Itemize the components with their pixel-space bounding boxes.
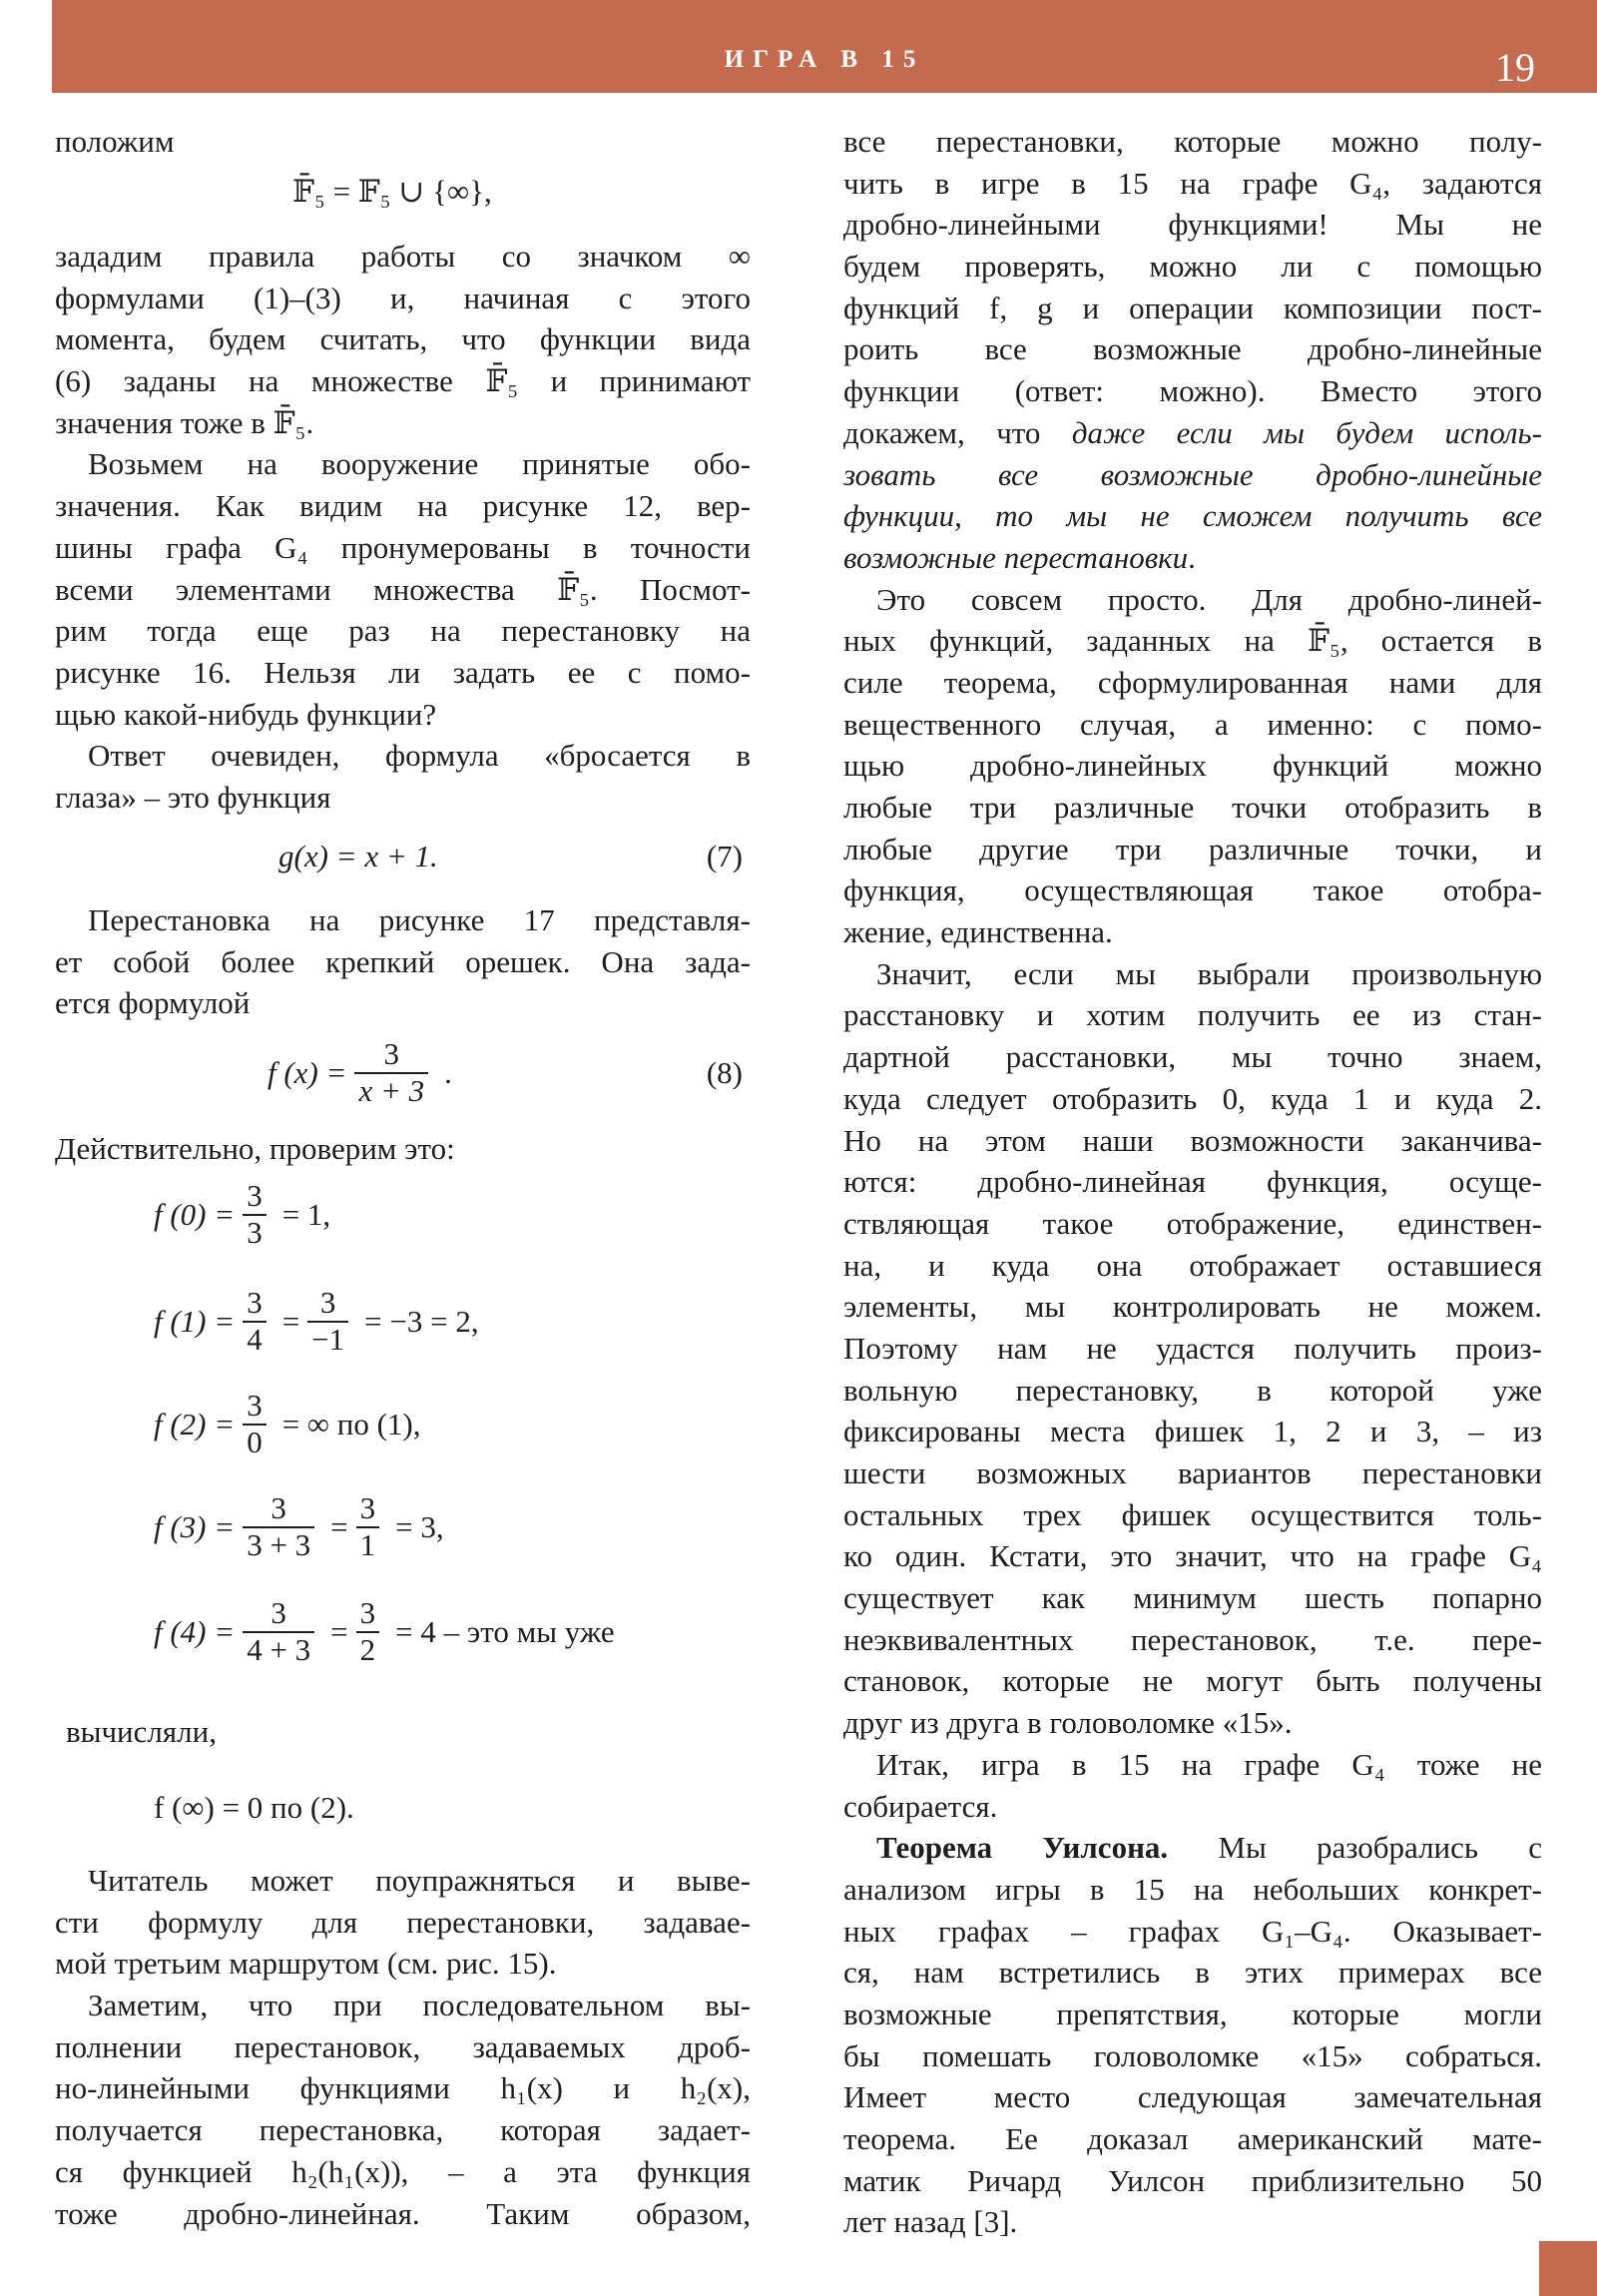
text-segment: Заметим, что при последовательном вы-: [88, 1988, 751, 2023]
text-segment: Возьмем на вооружение принятые обо-: [88, 446, 751, 482]
formula-lhs: f (3) =: [154, 1509, 236, 1544]
text-segment: любые три различные точки отобразить в: [843, 790, 1542, 825]
text-segment: Это совсем просто. Для дробно-линей-: [876, 581, 1542, 617]
text-segment: фиксированы места фишек 1, 2 и 3, – из: [843, 1414, 1542, 1449]
denominator: 4: [243, 1321, 266, 1358]
formula-rest: = 1,: [281, 1197, 331, 1232]
text-line: [55, 610, 751, 652]
denominator: 3: [243, 1214, 266, 1251]
text-line: [55, 652, 751, 694]
text-line: [843, 911, 1542, 953]
denominator: x + 3: [354, 1072, 428, 1109]
formula-f3: [154, 1487, 452, 1567]
numerator: 3: [319, 1285, 336, 1321]
text-segment: Значит, если мы выбрали произвольную: [876, 955, 1542, 991]
text-segment: получается перестановка, которая задает-: [55, 2112, 751, 2148]
text-segment: возможные перестановки: [843, 539, 1189, 575]
formula-f-infinity: [154, 1768, 362, 1848]
text-segment: шины графа G₄ пронумерованы в точности: [55, 529, 751, 565]
text-line: [55, 1860, 751, 1902]
text-line: [843, 1036, 1542, 1078]
text-line: [55, 236, 751, 278]
text-segment: значения. Как видим на рисунке 12, вер-: [55, 488, 751, 524]
equation-number: (8): [706, 1055, 743, 1090]
text-line: [843, 620, 1542, 662]
text-segment: значения тоже в 𝔽̄₅.: [55, 404, 314, 440]
text-line: [843, 1120, 1542, 1162]
text-line: [843, 454, 1542, 496]
text-segment: ных графах – графах G₁–G₄. Оказывает-: [843, 1913, 1542, 1949]
text-line: [843, 2076, 1542, 2118]
text-line: [843, 1869, 1542, 1911]
formula-text: g(x) = x + 1.: [278, 839, 438, 873]
text-line: [843, 1328, 1542, 1370]
text-line: [843, 869, 1542, 911]
text-segment: возможные препятствия, которые могли: [843, 1996, 1542, 2031]
numerator: 3: [247, 1388, 263, 1424]
denominator: 0: [243, 1424, 266, 1460]
formula-lhs: f (2) =: [154, 1407, 236, 1441]
numerator: 3: [359, 1490, 376, 1526]
text-segment: всеми элементами множества 𝔽̄₅. Посмот-: [55, 571, 751, 607]
text-segment: докажем, что: [843, 414, 1072, 450]
numerator: 3: [247, 1178, 263, 1214]
text-segment: лет назад [3].: [843, 2204, 1018, 2240]
text-segment: ся функцией h₂(h₁(x)), – а эта функция: [55, 2153, 751, 2189]
text-line: [843, 745, 1542, 787]
text-segment: момента, будем считать, что функции вида: [55, 321, 751, 357]
text-segment: ет собой более крепкий орешек. Она зада-: [55, 943, 751, 979]
text-line: [55, 2151, 751, 2193]
fraction: [243, 1596, 322, 1667]
numerator: 3: [270, 1595, 286, 1631]
text-line: [843, 579, 1542, 621]
text-line: [55, 402, 751, 444]
text-line: [843, 1245, 1542, 1287]
text-line: [55, 735, 751, 777]
text-segment: на, и куда она отображает оставшиеся: [843, 1247, 1542, 1283]
text-segment: но-линейными функциями h₁(x) и h₂(x),: [55, 2070, 751, 2106]
text-line: [55, 2067, 751, 2109]
text-line: [55, 1128, 751, 1170]
text-line: [843, 246, 1542, 287]
text-segment: вещественного случая, а именно: с помо-: [843, 706, 1542, 742]
text-line: [843, 412, 1542, 454]
fraction: [243, 1179, 274, 1250]
text-line: [55, 2026, 751, 2068]
text-segment: ся, нам встретились в этих примерах все: [843, 1955, 1542, 1991]
formula-f4: [154, 1592, 623, 1672]
formula-rest: = ∞ по (1),: [281, 1407, 421, 1441]
text-segment: Мы разобрались с: [1168, 1830, 1542, 1866]
text-segment: ко один. Кстати, это значит, что на графе G₄: [843, 1538, 1542, 1574]
numerator: 3: [383, 1036, 400, 1072]
formula-text: 𝔽̄₅ = 𝔽₅ ∪ {∞},: [292, 174, 492, 209]
text-segment: .: [1188, 539, 1196, 575]
text-segment: даже если мы будем исполь-: [1071, 414, 1542, 450]
formula-text: f (∞) = 0 по (2).: [154, 1790, 354, 1825]
text-line: [55, 318, 751, 360]
formula-rest: = 4 – это мы уже: [395, 1614, 615, 1649]
text-segment: ется формулой: [55, 985, 251, 1021]
text-segment: дартной расстановки, мы точно знаем,: [843, 1039, 1542, 1075]
running-title: ИГРА В 15: [724, 46, 925, 73]
text-segment: ствляющая такое отображение, единствен-: [843, 1205, 1542, 1241]
text-line: [843, 1203, 1542, 1245]
numerator: 3: [247, 1285, 263, 1321]
text-line: [843, 1744, 1542, 1786]
fraction: [243, 1491, 322, 1562]
text-line: [55, 1985, 751, 2026]
text-segment: ных функций, заданных на 𝔽̄₅, остается в: [843, 623, 1542, 659]
text-line: [843, 287, 1542, 329]
text-line: [55, 777, 751, 819]
text-segment: глаза» – это функция: [55, 779, 331, 815]
text-segment: Поэтому нам не удастся получить произ-: [843, 1330, 1542, 1366]
text-segment: будем проверять, можно ли с помощью: [843, 249, 1542, 285]
text-segment: существует как минимум шесть попарно: [843, 1580, 1542, 1616]
text-segment: Перестановка на рисунке 17 представля-: [88, 902, 751, 937]
text-segment: матик Ричард Уилсон приблизительно 50: [843, 2162, 1542, 2198]
text-line: [843, 1702, 1542, 1744]
formula-lhs: f (0) =: [154, 1197, 236, 1232]
text-line: [843, 1827, 1542, 1869]
text-line: [843, 537, 1542, 579]
corner-marker: [1539, 2241, 1597, 2296]
text-line: [843, 1161, 1542, 1203]
text-segment: (6) заданы на множестве 𝔽̄₅ и принимают: [55, 363, 751, 399]
text-segment: функции, то мы не сможем получить все: [843, 498, 1542, 534]
equals-sign: =: [330, 1614, 348, 1649]
text-line: [843, 1577, 1542, 1619]
text-line: [843, 1660, 1542, 1702]
equals-sign: =: [281, 1304, 300, 1339]
text-line: [843, 1535, 1542, 1577]
fraction: [243, 1286, 274, 1357]
text-line: [55, 360, 751, 402]
text-segment: собирается.: [843, 1788, 998, 1824]
text-line: [843, 2160, 1542, 2202]
left-paragraph-3: [55, 1128, 751, 1170]
text-line: [843, 994, 1542, 1036]
fraction: [356, 1596, 388, 1667]
computed-text: [66, 1692, 225, 1772]
text-segment: щью дробно-линейных функций можно: [843, 748, 1542, 784]
text-segment: элементы, мы контролировать не можем.: [843, 1289, 1542, 1325]
text-segment: Имеет место следующая замечательная: [843, 2079, 1542, 2115]
text-line: [55, 899, 751, 941]
text-line: [843, 953, 1542, 995]
text-line: [55, 527, 751, 569]
text-segment: зовать все возможные дробно-линейные: [843, 456, 1542, 492]
text-segment: шести возможных вариантов перестановки: [843, 1455, 1542, 1490]
text-segment: остальных трех фишек осуществится толь-: [843, 1496, 1542, 1532]
text-segment: силе теорема, сформулированная нами для: [843, 664, 1542, 700]
text-line: [843, 1494, 1542, 1536]
formula-lhs: f (4) =: [154, 1614, 236, 1649]
text-segment: формулами (1)–(3) и, начиная с этого: [55, 280, 751, 315]
denominator: 1: [356, 1526, 380, 1563]
left-paragraphs-1: [55, 236, 751, 819]
text-line: [843, 495, 1542, 537]
formula-lhs: f (1) =: [154, 1304, 236, 1339]
text-line: [55, 2193, 751, 2235]
formula-8: [267, 1033, 751, 1113]
text-line: [843, 704, 1542, 746]
text-line: [843, 2118, 1542, 2160]
text-segment: Действительно, проверим это:: [55, 1131, 455, 1166]
text-line: [843, 121, 1542, 163]
left-paragraphs-2: [55, 899, 751, 1024]
text-segment: функции (ответ: можно). Вместо этого: [843, 373, 1542, 409]
fraction: [354, 1037, 436, 1108]
text-line: [55, 694, 751, 736]
text-segment: функций f, g и операции композиции пост-: [843, 289, 1542, 325]
formula-f2: [154, 1385, 429, 1464]
left-paragraphs-4: [55, 1860, 751, 2234]
text-segment: полнении перестановок, задаваемых дроб-: [55, 2028, 751, 2064]
text-segment: ются: дробно-линейная функция, осуще-: [843, 1164, 1542, 1200]
text-segment: тоже дробно-линейная. Таким образом,: [55, 2195, 751, 2231]
text-line: [843, 1994, 1542, 2035]
text-line: [843, 1411, 1542, 1452]
text-segment: любые другие три различные точки, и: [843, 831, 1542, 866]
numerator: 3: [270, 1490, 286, 1526]
text-segment: функция, осуществляющая такое отобра-: [843, 872, 1542, 908]
denominator: −1: [307, 1321, 348, 1358]
text-line: [843, 1452, 1542, 1494]
text-segment: Но на этом наши возможности заканчива-: [843, 1122, 1542, 1158]
formula-rest: = −3 = 2,: [364, 1304, 479, 1339]
text-line: [843, 1286, 1542, 1328]
text-segment: расстановку и хотим получить ее из стан-: [843, 997, 1542, 1033]
text-line: [55, 2109, 751, 2151]
text-line: [55, 569, 751, 611]
text-segment: все перестановки, которые можно полу-: [843, 124, 1542, 159]
text-segment: становок, которые не могут быть получены: [843, 1663, 1542, 1699]
text-line: [843, 1952, 1542, 1994]
text-segment: дробно-линейными функциями! Мы не: [843, 207, 1542, 243]
denominator: 4 + 3: [243, 1631, 314, 1668]
formula-f0: [154, 1175, 338, 1255]
text-segment: куда следует отобразить 0, куда 1 и куда 2.: [843, 1080, 1542, 1116]
theorem-heading: Теорема Уилсона.: [876, 1830, 1169, 1866]
text-segment: роить все возможные дробно-линейные: [843, 331, 1542, 367]
formula-tail: .: [444, 1055, 452, 1090]
text-segment: рисунке 16. Нельзя ли задать ее с помо-: [55, 654, 751, 690]
text-segment: друг из друга в головоломке «15».: [843, 1705, 1293, 1741]
formula-7: [278, 817, 751, 896]
text-segment: бы помешать головоломке «15» собраться.: [843, 2037, 1542, 2073]
formula-rest: = 3,: [395, 1509, 444, 1544]
text-segment: Читатель может поупражняться и выве-: [88, 1863, 751, 1898]
text-line: [843, 829, 1542, 870]
text-line: [843, 163, 1542, 205]
text-line: [843, 2201, 1542, 2243]
formula-f1: [154, 1282, 487, 1362]
text-segment: Итак, игра в 15 на графе G₄ тоже не: [876, 1746, 1542, 1782]
fraction: [356, 1491, 388, 1562]
text-line: [55, 1902, 751, 1944]
text-line: [843, 1911, 1542, 1953]
text-segment: мой третьим маршрутом (см. рис. 15).: [55, 1946, 557, 1982]
text-line: [843, 787, 1542, 829]
text-line: [843, 1370, 1542, 1412]
text-segment: зададим правила работы со значком ∞: [55, 239, 751, 274]
text-line: [55, 485, 751, 527]
text-segment: вольную перестановку, в которой уже: [843, 1372, 1542, 1408]
text-line: [843, 1078, 1542, 1120]
text-segment: чить в игре в 15 на графе G₄, задаются: [843, 165, 1542, 201]
page-number: 19: [1495, 45, 1535, 90]
text-segment: анализом игры в 15 на небольших конкрет-: [843, 1871, 1542, 1907]
text-line: [843, 1619, 1542, 1661]
denominator: 3 + 3: [243, 1526, 314, 1563]
text-segment: рим тогда еще раз на перестановку на: [55, 613, 751, 649]
text-segment: жение, единственна.: [843, 914, 1113, 950]
text-line: [55, 443, 751, 485]
text-segment: Ответ очевиден, формула «бросается в: [88, 738, 751, 774]
formula-lhs: f (x) =: [267, 1055, 347, 1090]
right-column: [843, 121, 1542, 2243]
text-line: [55, 1943, 751, 1985]
fraction: [243, 1389, 274, 1459]
text-line: [843, 204, 1542, 246]
text-segment: положим: [55, 124, 175, 159]
text-segment: щью какой-нибудь функции?: [55, 696, 437, 732]
numerator: 3: [359, 1595, 376, 1631]
text-line: вычисляли,: [66, 1714, 217, 1749]
formula-extended-field: [292, 152, 500, 232]
text-line: [843, 1786, 1542, 1828]
text-segment: теорема. Ее доказал американский мате-: [843, 2121, 1542, 2156]
text-line: [843, 2035, 1542, 2077]
equals-sign: =: [330, 1509, 348, 1544]
text-segment: сти формулу для перестановки, задавае-: [55, 1904, 751, 1940]
text-line: [55, 982, 751, 1024]
text-line: [843, 370, 1542, 412]
text-line: [843, 328, 1542, 370]
text-line: [55, 941, 751, 983]
running-header: [52, 0, 1597, 93]
denominator: 2: [356, 1631, 380, 1668]
text-line: [55, 278, 751, 319]
fraction: [307, 1286, 356, 1357]
text-line: [843, 662, 1542, 704]
text-segment: неэквивалентных перестановок, т.е. пере-: [843, 1621, 1542, 1657]
equation-number: (7): [706, 839, 743, 873]
